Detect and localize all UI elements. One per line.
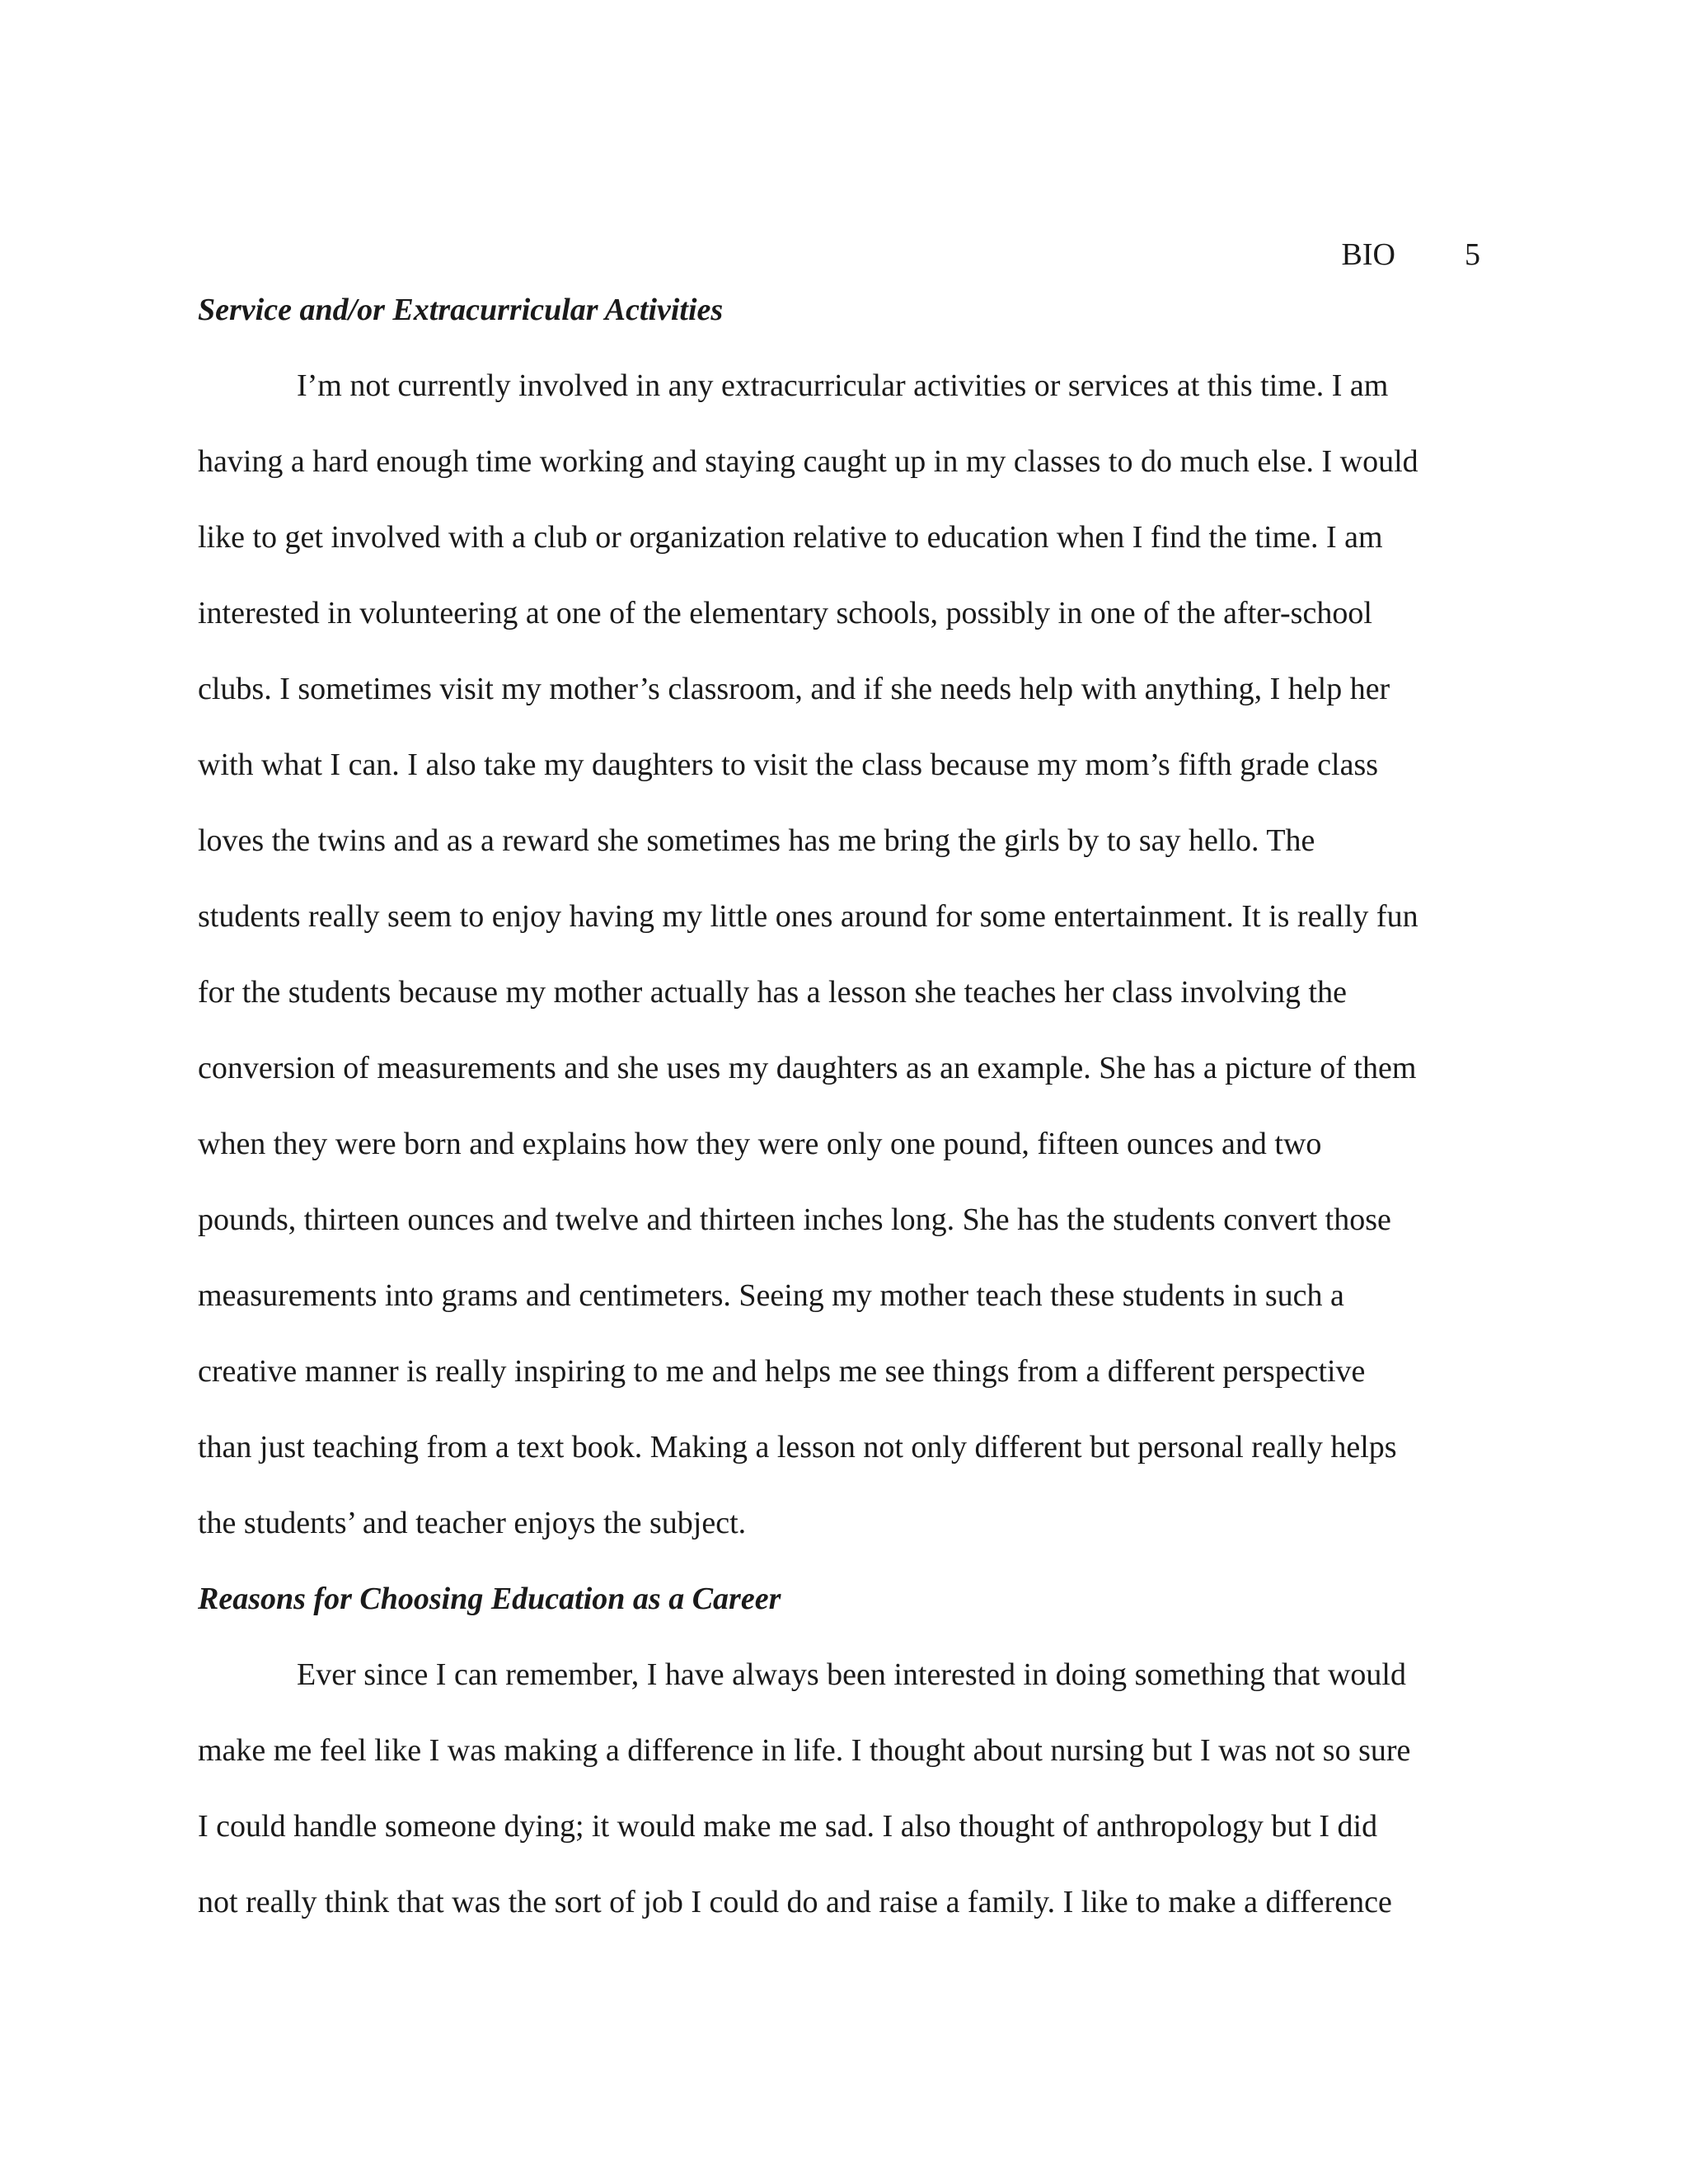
paragraph-reasons xyxy=(198,1637,1490,1940)
paragraph-line: I’m not currently involved in any extracurricular activities or services at this time. I am xyxy=(297,368,1389,403)
paragraph-line: with what I can. I also take my daughters to visit the class because my mom’s fifth grade class xyxy=(198,748,1379,782)
paragraph-line: loves the twins and as a reward she sometimes has me bring the girls by to say hello. The xyxy=(198,823,1315,858)
paragraph-line: pounds, thirteen ounces and twelve and thirteen inches long. She has the students convert those xyxy=(198,1202,1391,1237)
paragraph-line: when they were born and explains how they were only one pound, fifteen ounces and two xyxy=(198,1127,1322,1161)
paragraph-line: students really seem to enjoy having my little ones around for some entertainment. It is really fun xyxy=(198,899,1418,934)
paragraph-line: clubs. I sometimes visit my mother’s classroom, and if she needs help with anything, I help her xyxy=(198,672,1390,706)
paragraph-line: having a hard enough time working and staying caught up in my classes to do much else. I would xyxy=(198,444,1418,479)
running-head-label: BIO xyxy=(1341,237,1395,272)
paragraph-line: make me feel like I was making a difference in life. I thought about nursing but I was not so sure xyxy=(198,1733,1411,1768)
section-heading-reasons: Reasons for Choosing Education as a Career xyxy=(198,1582,781,1616)
paragraph-line: conversion of measurements and she uses my daughters as an example. She has a picture of them xyxy=(198,1051,1417,1085)
paragraph-service xyxy=(198,348,1490,1561)
paragraph-line: interested in volunteering at one of the elementary schools, possibly in one of the after-school xyxy=(198,596,1372,630)
paragraph-line: I could handle someone dying; it would make me sad. I also thought of anthropology but I did xyxy=(198,1809,1378,1844)
paragraph-line: measurements into grams and centimeters. Seeing my mother teach these students in such a xyxy=(198,1278,1344,1313)
document-body xyxy=(198,272,1490,1940)
paragraph-line: the students’ and teacher enjoys the subject. xyxy=(198,1506,747,1540)
paragraph-line: not really think that was the sort of job I could do and raise a family. I like to make a difference xyxy=(198,1885,1392,1919)
running-head xyxy=(1342,236,1480,274)
paragraph-line: Ever since I can remember, I have always been interested in doing something that would xyxy=(297,1657,1406,1692)
paragraph-line: like to get involved with a club or organization relative to education when I find the time. I am xyxy=(198,520,1383,555)
paragraph-line: than just teaching from a text book. Making a lesson not only different but personal really helps xyxy=(198,1430,1397,1465)
page-number: 5 xyxy=(1465,237,1480,272)
paragraph-line: for the students because my mother actually has a lesson she teaches her class involving the xyxy=(198,975,1347,1010)
section-heading-service: Service and/or Extracurricular Activities xyxy=(198,293,724,327)
paragraph-line: creative manner is really inspiring to me and helps me see things from a different perspective xyxy=(198,1354,1366,1389)
